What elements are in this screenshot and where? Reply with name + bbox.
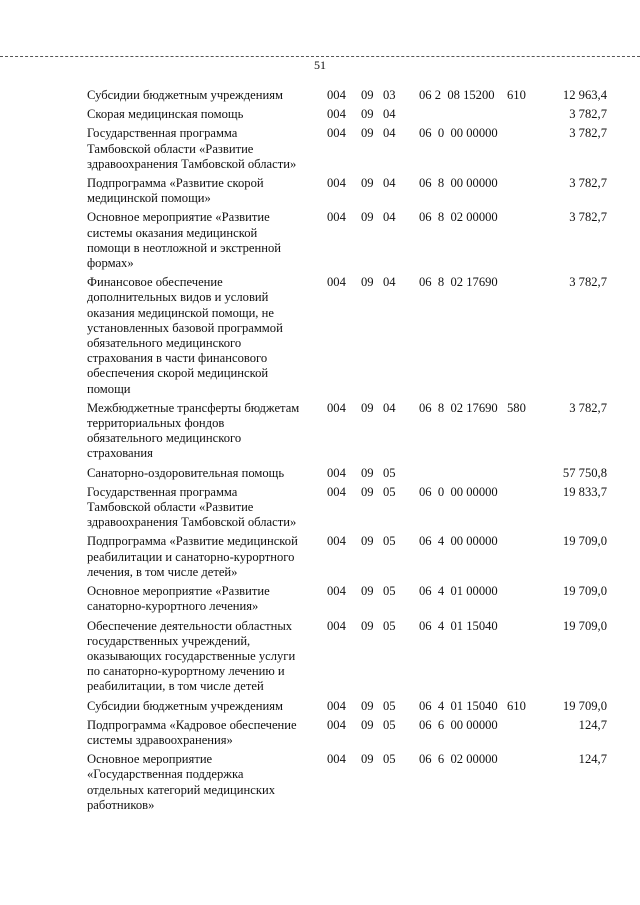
row-sum: 3 782,7 xyxy=(569,107,607,122)
row-section: 09 xyxy=(361,275,374,290)
row-name: Подпрограмма «Развитие медицинской реабилитации и санаторно-курортного лечения, в том числе детей» xyxy=(87,534,298,579)
row-sum: 124,7 xyxy=(578,717,607,732)
row-section: 09 xyxy=(361,210,374,225)
row-target-code xyxy=(419,107,507,122)
row-expense-type xyxy=(507,584,535,614)
row-admin-code: 004 xyxy=(327,618,346,633)
row-sum: 3 782,7 xyxy=(569,176,607,191)
row-subsection: 04 xyxy=(383,275,396,290)
row-sum: 57 750,8 xyxy=(562,465,607,480)
row-sum: 12 963,4 xyxy=(562,88,607,102)
row-subsection: 04 xyxy=(383,176,396,191)
table-row xyxy=(87,699,607,714)
row-sum: 3 782,7 xyxy=(569,126,607,141)
row-expense-type xyxy=(507,210,535,271)
table-row xyxy=(87,401,607,462)
row-expense-type xyxy=(507,718,535,748)
row-section: 09 xyxy=(361,584,374,599)
table-row xyxy=(87,466,607,481)
row-target-code: 06 8 02 00000 xyxy=(419,210,498,225)
row-expense-type xyxy=(507,126,535,172)
row-admin-code: 004 xyxy=(327,176,346,191)
table-row xyxy=(87,210,607,271)
row-sum: 19 833,7 xyxy=(562,484,607,499)
row-target-code: 06 6 02 00000 xyxy=(419,752,498,767)
row-section: 09 xyxy=(361,618,374,633)
row-expense-type xyxy=(507,275,535,397)
row-section: 09 xyxy=(361,88,374,102)
row-name: Основное мероприятие «Государственная поддержка отдельных категорий медицинских работников» xyxy=(87,752,276,812)
row-admin-code: 004 xyxy=(327,400,346,415)
row-subsection: 05 xyxy=(383,717,396,732)
row-target-code: 06 0 00 00000 xyxy=(419,126,498,141)
row-target-code: 06 4 00 00000 xyxy=(419,534,498,549)
row-section: 09 xyxy=(361,400,374,415)
row-admin-code: 004 xyxy=(327,484,346,499)
row-name: Санаторно-оздоровительная помощь xyxy=(87,465,285,480)
table-row xyxy=(87,107,607,122)
row-name: Подпрограмма «Кадровое обеспечение системы здравоохранения» xyxy=(87,717,297,747)
page-cut-line xyxy=(0,56,640,57)
row-section: 09 xyxy=(361,534,374,549)
row-expense-type xyxy=(507,534,535,580)
row-expense-type xyxy=(507,107,535,122)
row-section: 09 xyxy=(361,126,374,141)
row-sum: 3 782,7 xyxy=(569,400,607,415)
row-sum: 19 709,0 xyxy=(562,534,607,549)
row-subsection: 05 xyxy=(383,618,396,633)
row-target-code xyxy=(419,466,507,481)
row-sum: 3 782,7 xyxy=(569,275,607,290)
row-name: Субсидии бюджетным учреждениям xyxy=(87,88,283,102)
row-expense-type xyxy=(507,466,535,481)
row-target-code: 06 4 01 15040 xyxy=(419,618,498,633)
row-name: Финансовое обеспечение дополнительных видов и условий оказания медицинской помощи, не установленных базовой программой обязательного медицинского страхования в части финансового обеспечения скорой медицинской помощи xyxy=(87,275,283,396)
row-subsection: 05 xyxy=(383,698,396,713)
row-subsection: 04 xyxy=(383,126,396,141)
row-expense-type xyxy=(507,485,535,531)
row-expense-type xyxy=(507,176,535,206)
row-admin-code: 004 xyxy=(327,465,346,480)
row-expense-type: 580 xyxy=(507,400,526,415)
row-expense-type: 610 xyxy=(507,88,526,102)
table-row xyxy=(87,752,607,813)
row-admin-code: 004 xyxy=(327,126,346,141)
row-subsection: 04 xyxy=(383,400,396,415)
row-section: 09 xyxy=(361,717,374,732)
row-target-code: 06 0 00 00000 xyxy=(419,484,498,499)
row-admin-code: 004 xyxy=(327,584,346,599)
row-admin-code: 004 xyxy=(327,698,346,713)
row-target-code: 06 4 01 00000 xyxy=(419,584,498,599)
table-row xyxy=(87,584,607,614)
budget-table xyxy=(87,88,607,817)
row-subsection: 05 xyxy=(383,484,396,499)
row-sum: 19 709,0 xyxy=(562,618,607,633)
row-name: Обеспечение деятельности областных государственных учреждений, оказывающих государственные услуги по санаторно-курортному лечению и реабилитации, в том числе детей xyxy=(87,618,296,694)
row-admin-code: 004 xyxy=(327,752,346,767)
row-target-code: 06 4 01 15040 xyxy=(419,698,498,713)
table-row xyxy=(87,534,607,580)
row-section: 09 xyxy=(361,698,374,713)
row-name: Подпрограмма «Развитие скорой медицинской помощи» xyxy=(87,176,264,206)
table-row xyxy=(87,88,607,103)
row-admin-code: 004 xyxy=(327,107,346,122)
row-sum: 124,7 xyxy=(578,752,607,767)
row-name: Межбюджетные трансферты бюджетам территориальных фондов обязательного медицинского страхования xyxy=(87,400,300,461)
row-section: 09 xyxy=(361,107,374,122)
row-section: 09 xyxy=(361,176,374,191)
row-subsection: 03 xyxy=(383,88,396,102)
row-subsection: 05 xyxy=(383,752,396,767)
row-subsection: 05 xyxy=(383,534,396,549)
row-target-code: 06 6 00 00000 xyxy=(419,717,498,732)
row-subsection: 04 xyxy=(383,210,396,225)
row-name: Субсидии бюджетным учреждениям xyxy=(87,698,283,713)
row-name: Государственная программа Тамбовской области «Развитие здравоохранения Тамбовской области» xyxy=(87,126,297,171)
row-name: Основное мероприятие «Развитие санаторно-курортного лечения» xyxy=(87,584,270,614)
row-sum: 19 709,0 xyxy=(562,698,607,713)
table-row xyxy=(87,126,607,172)
table-row xyxy=(87,718,607,748)
row-admin-code: 004 xyxy=(327,275,346,290)
row-name: Государственная программа Тамбовской области «Развитие здравоохранения Тамбовской области» xyxy=(87,484,297,530)
row-admin-code: 004 xyxy=(327,88,346,102)
row-section: 09 xyxy=(361,465,374,480)
table-row xyxy=(87,176,607,206)
row-sum: 3 782,7 xyxy=(569,210,607,225)
row-expense-type xyxy=(507,752,535,813)
row-section: 09 xyxy=(361,484,374,499)
row-section: 09 xyxy=(361,752,374,767)
row-name: Скорая медицинская помощь xyxy=(87,107,244,122)
row-target-code: 06 2 08 15200 xyxy=(419,88,495,102)
row-subsection: 05 xyxy=(383,584,396,599)
row-expense-type xyxy=(507,619,535,695)
row-target-code: 06 8 02 17690 xyxy=(419,400,498,415)
row-admin-code: 004 xyxy=(327,210,346,225)
row-subsection: 04 xyxy=(383,107,396,122)
row-admin-code: 004 xyxy=(327,534,346,549)
row-target-code: 06 8 00 00000 xyxy=(419,176,498,191)
table-row xyxy=(87,485,607,531)
table-row xyxy=(87,619,607,695)
row-admin-code: 004 xyxy=(327,717,346,732)
row-name: Основное мероприятие «Развитие системы оказания медицинской помощи в неотложной и экстренной формах» xyxy=(87,210,282,271)
table-row xyxy=(87,275,607,397)
row-target-code: 06 8 02 17690 xyxy=(419,275,498,290)
row-subsection: 05 xyxy=(383,465,396,480)
page-number: 51 xyxy=(314,58,326,72)
row-sum: 19 709,0 xyxy=(562,584,607,599)
row-expense-type: 610 xyxy=(507,698,526,713)
